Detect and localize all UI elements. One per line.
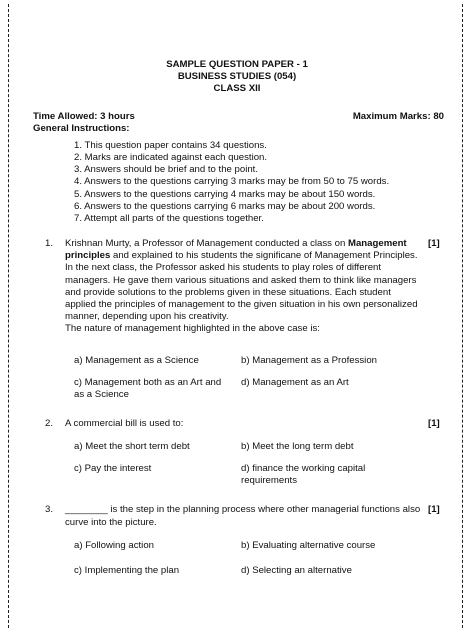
option-a[interactable]: a) Management as a Science: [74, 355, 199, 366]
maximum-marks: Maximum Marks: 80: [352, 111, 444, 122]
question-text: [65, 238, 423, 336]
general-instructions-heading: General Instructions:: [33, 123, 130, 134]
instruction-item: 6. Answers to the questions carrying 6 marks may be about 200 words.: [74, 201, 376, 212]
subject-title: BUSINESS STUDIES (054): [177, 71, 297, 82]
instruction-item: 2. Marks are indicated against each question.: [74, 152, 268, 163]
instruction-item: 1. This question paper contains 34 questions.: [74, 140, 267, 151]
option-a[interactable]: a) Following action: [74, 540, 154, 551]
instruction-item: 7. Attempt all parts of the questions together.: [74, 213, 264, 224]
question-number: 2.: [45, 418, 54, 429]
option-d[interactable]: d) Selecting an alternative: [241, 565, 352, 576]
option-c[interactable]: c) Pay the interest: [74, 463, 152, 474]
option-d[interactable]: d) finance the working capital requirements: [241, 463, 366, 486]
question-number: 1.: [45, 238, 54, 249]
question-text-part: Krishnan Murty, a Professor of Management conducted a class on: [65, 238, 348, 249]
right-border-dashed-line: [462, 4, 463, 628]
question-text: A commercial bill is used to:: [65, 418, 184, 429]
option-c[interactable]: c) Implementing the plan: [74, 565, 180, 576]
option-b[interactable]: b) Management as a Profession: [241, 355, 377, 366]
left-border-dashed-line: [8, 4, 9, 628]
time-allowed: Time Allowed: 3 hours: [33, 111, 135, 122]
question-text: ________ is the step in the planning process where other managerial functions also curve into the picture.: [65, 504, 421, 528]
option-b[interactable]: b) Meet the long term debt: [241, 441, 354, 452]
question-marks: [1]: [428, 418, 440, 429]
option-b[interactable]: b) Evaluating alternative course: [241, 540, 376, 551]
class-title: CLASS XII: [213, 83, 261, 94]
question-marks: [1]: [428, 238, 440, 249]
question-marks: [1]: [428, 504, 440, 515]
question-number: 3.: [45, 504, 54, 515]
question-text-bold: Management principles: [65, 238, 407, 262]
instruction-item: 5. Answers to the questions carrying 4 marks may be about 150 words.: [74, 189, 376, 200]
option-d[interactable]: d) Management as an Art: [241, 377, 349, 388]
instruction-item: 4. Answers to the questions carrying 3 marks may be from 50 to 75 words.: [74, 176, 390, 187]
option-c[interactable]: c) Management both as an Art and as a Science: [74, 377, 222, 400]
option-a[interactable]: a) Meet the short term debt: [74, 441, 190, 452]
instruction-item: 3. Answers should be brief and to the point.: [74, 164, 259, 175]
paper-title: SAMPLE QUESTION PAPER - 1: [166, 59, 308, 70]
question-prompt: The nature of management highlighted in the above case is:: [65, 323, 320, 335]
question-text-part: and explained to his students the significane of Management Principles. In the next class, the Professor asked his students to play roles of different managers. He gave them various situations and asked them to think like managers and provide solutions to the problems given in these situations. Each student applied the principles of management to the given situation in his own personalized manner, depending upon his creativity.: [65, 250, 418, 323]
